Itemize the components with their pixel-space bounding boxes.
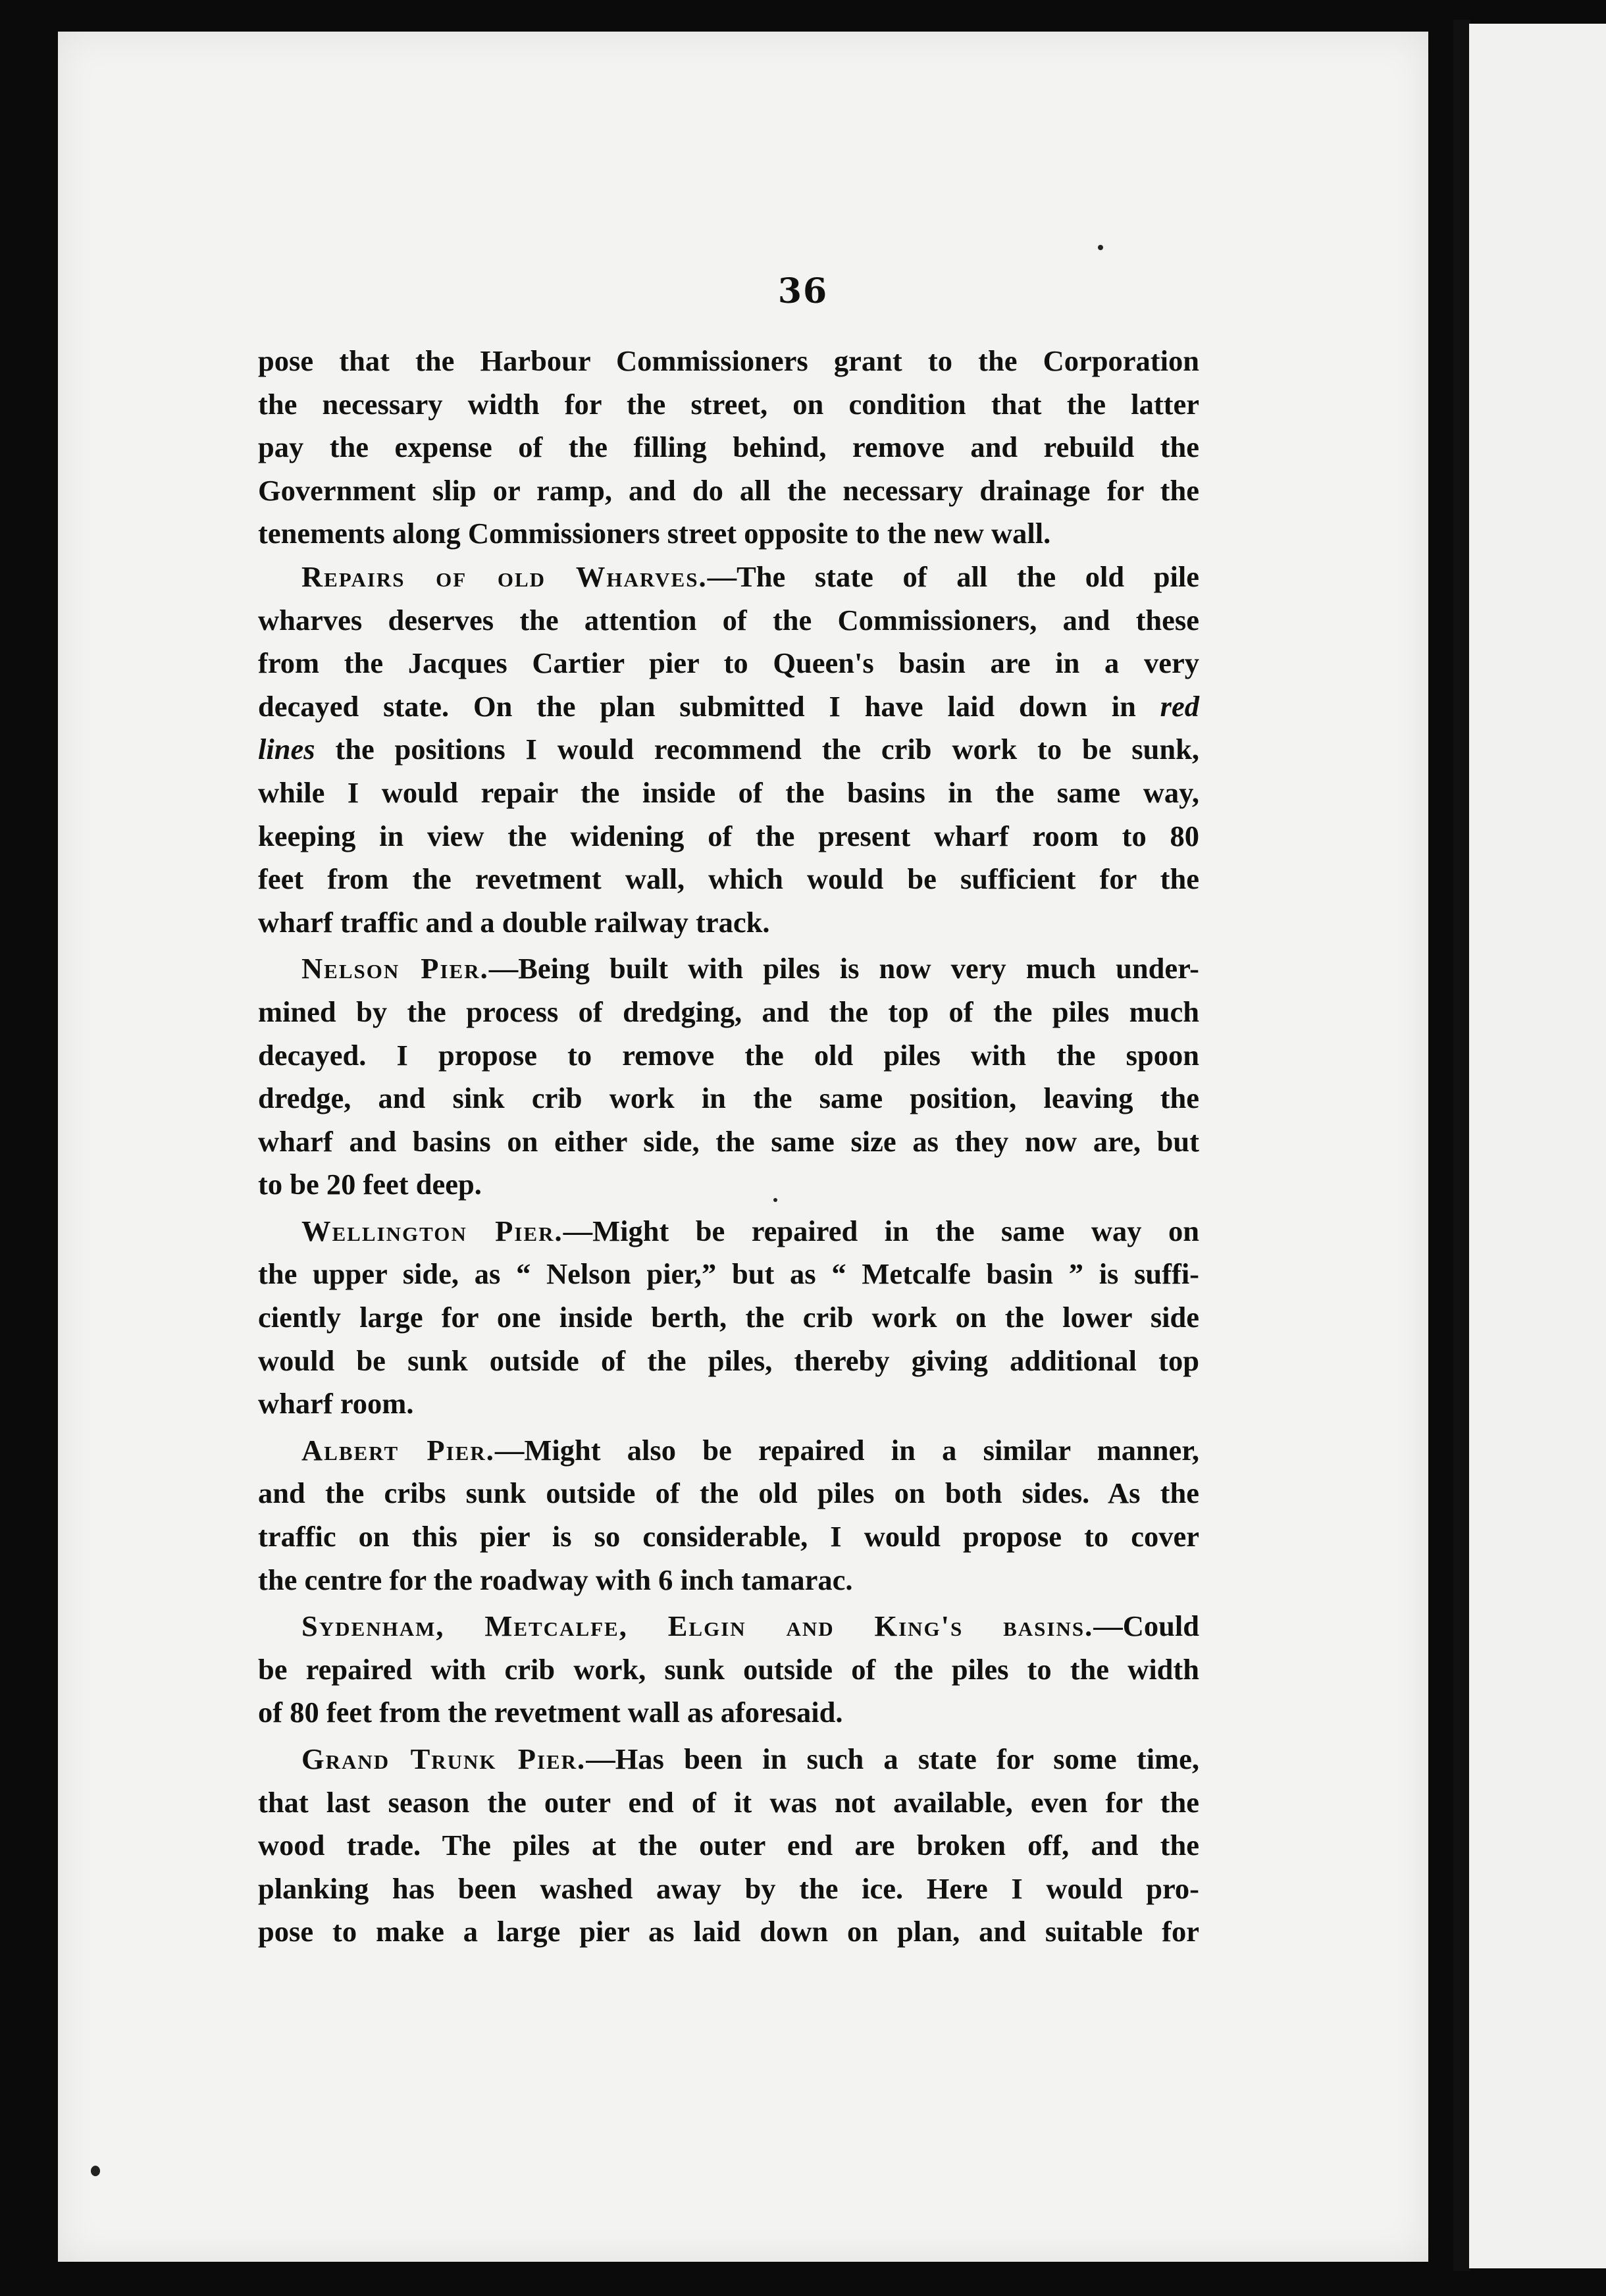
scan-speck	[1098, 245, 1103, 250]
section-heading: Repairs of old Wharves.	[301, 560, 708, 593]
text-line: and the cribs sunk outside of the old piles on both sides. As the	[258, 1476, 1199, 1510]
section-heading: Grand Trunk Pier.	[301, 1742, 586, 1775]
text-line	[258, 947, 1199, 991]
text-line: wharves deserves the attention of the Commissioners, and these	[258, 603, 1199, 637]
text-line: dredge, and sink crib work in the same position, leaving the	[258, 1082, 1199, 1115]
text-line	[258, 685, 1199, 729]
page-number: 36	[777, 271, 829, 311]
text-line: of 80 feet from the revetment wall as aforesaid.	[258, 1696, 843, 1729]
paragraph-nelson-pier	[258, 947, 1199, 1207]
text-line: be repaired with crib work, sunk outside of the piles to the width	[258, 1652, 1199, 1686]
text-line: tenements along Commissioners street opposite to the new wall.	[258, 517, 1051, 550]
paragraph-albert-pier	[258, 1429, 1199, 1602]
facing-page-edge	[1469, 24, 1606, 2268]
text-line	[258, 1605, 1199, 1648]
text-segment: decayed state. On the plan submitted I have laid down in	[258, 689, 1160, 723]
heading-continuation: —Being built with piles is now very much under-	[488, 952, 1199, 985]
text-line: decayed. I propose to remove the old piles with the spoon	[258, 1038, 1199, 1072]
text-line: from the Jacques Cartier pier to Queen's basin are in a very	[258, 646, 1199, 680]
section-heading: Nelson Pier.	[301, 952, 489, 985]
text-line: pose that the Harbour Commissioners grant to the Corporation	[258, 344, 1199, 377]
text-line: planking has been washed away by the ice. Here I would pro-	[258, 1871, 1199, 1905]
text-line: that last season the outer end of it was not available, even for the	[258, 1785, 1199, 1819]
text-line: traffic on this pier is so considerable, I would propose to cover	[258, 1520, 1199, 1553]
text-line: while I would repair the inside of the basins in the same way,	[258, 775, 1199, 809]
text-line: feet from the revetment wall, which would be sufficient for the	[258, 862, 1199, 896]
text-line: wharf traffic and a double railway track.	[258, 905, 770, 939]
heading-continuation: —Has been in such a state for some time,	[586, 1742, 1199, 1775]
text-line: wood trade. The piles at the outer end are broken off, and the	[258, 1829, 1199, 1862]
text-line: ciently large for one inside berth, the crib work on the lower side	[258, 1301, 1199, 1334]
italic-text: lines	[258, 733, 315, 766]
text-segment: the positions I would recommend the crib work to be sunk,	[315, 733, 1199, 766]
text-line: mined by the process of dredging, and the top of the piles much	[258, 995, 1199, 1028]
text-line	[258, 1210, 1199, 1253]
text-line: wharf and basins on either side, the same size as they now are, but	[258, 1124, 1199, 1158]
paragraph-basins	[258, 1605, 1199, 1735]
text-line: the upper side, as “ Nelson pier,” but as “ Metcalfe basin ” is suffi-	[258, 1257, 1199, 1291]
text-line	[258, 556, 1199, 599]
text-line: Government slip or ramp, and do all the necessary drainage for the	[258, 473, 1199, 507]
paragraph-grand-trunk-pier	[258, 1738, 1199, 1954]
text-line: to be 20 feet deep.	[258, 1168, 482, 1201]
page-gutter	[1453, 20, 1470, 2271]
scan-speck	[773, 1198, 777, 1202]
text-line: keeping in view the widening of the present wharf room to 80	[258, 819, 1199, 852]
section-heading: Albert Pier.	[301, 1433, 495, 1467]
italic-text: red	[1160, 689, 1199, 723]
text-line: pay the expense of the filling behind, remove and rebuild the	[258, 430, 1199, 464]
text-line: the necessary width for the street, on condition that the latter	[258, 387, 1199, 421]
body-text	[258, 340, 1199, 1954]
text-line: the centre for the roadway with 6 inch tamarac.	[258, 1563, 853, 1596]
paragraph-wellington-pier	[258, 1210, 1199, 1426]
heading-continuation: —The state of all the old pile	[707, 560, 1199, 593]
section-heading: Sydenham, Metcalfe, Elgin and King's basins.	[301, 1609, 1094, 1643]
text-line: wharf room.	[258, 1387, 414, 1421]
paragraph-continuation	[258, 340, 1199, 556]
heading-continuation: —Might be repaired in the same way on	[563, 1214, 1199, 1247]
scan-speck	[91, 2166, 100, 2176]
text-line	[258, 1429, 1199, 1473]
text-line	[258, 1738, 1199, 1781]
heading-continuation: —Might also be repaired in a similar manner,	[494, 1433, 1199, 1467]
text-line: pose to make a large pier as laid down on plan, and suitable for	[258, 1915, 1199, 1948]
heading-continuation: —Could	[1093, 1609, 1199, 1643]
section-heading: Wellington Pier.	[301, 1214, 563, 1247]
paragraph-repairs-of-old-wharves	[258, 556, 1199, 944]
text-line: would be sunk outside of the piles, thereby giving additional top	[258, 1344, 1199, 1377]
text-line	[258, 728, 1199, 771]
